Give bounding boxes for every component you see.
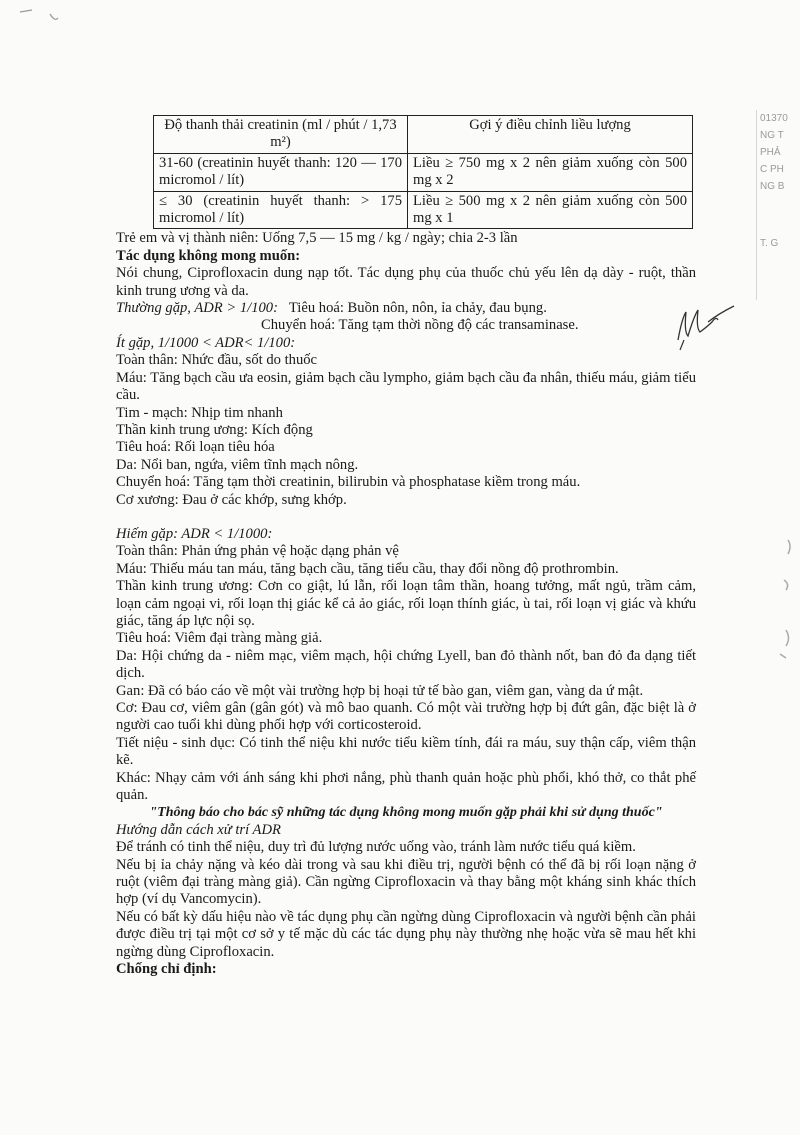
table-header-cell: Gợi ý điều chỉnh liều lượng (408, 116, 693, 154)
list-item: Cơ: Đau cơ, viêm gân (gân gót) và mô bao quanh. Có một vài trường hợp bị đứt gân, đặc biệt là ở người cao tuổi khi dùng phối hợp với corticosteroid. (116, 700, 696, 734)
list-item: Da: Nổi ban, ngứa, viêm tĩnh mạch nông. (116, 456, 359, 473)
list-item: Tiêu hoá: Rối loạn tiêu hóa (116, 439, 275, 456)
paragraph: Nếu có bất kỳ dấu hiệu nào về tác dụng phụ cần ngừng dùng Ciprofloxacin và người bệnh cần phải được điều trị tại một cơ sở y tế mặc dù các tác dụng phụ này thường nhẹ hoặc vừa sẽ mau hết khi ngừng dùng Ciprofloxacin. (116, 908, 696, 960)
guide-label: Hướng dẫn cách xử trí ADR (116, 821, 281, 838)
list-item: Da: Hội chứng da - niêm mạc, viêm mạch, hội chứng Lyell, ban đỏ thành nốt, ban đỏ đa dạng tiết dịch. (116, 647, 696, 682)
table-cell: 31-60 (creatinin huyết thanh: 120 — 170 micromol / lít) (154, 153, 408, 191)
list-item: Tiết niệu - sinh dục: Có tinh thể niệu khi nước tiểu kiềm tính, đái ra máu, suy thận cấp, viêm thận kẽ. (116, 734, 696, 769)
list-item: Toàn thân: Nhức đầu, sốt do thuốc (116, 352, 318, 369)
table-header-cell: Độ thanh thải creatinin (ml / phút / 1,73 m²) (154, 116, 408, 154)
stamp-text: NG B (760, 181, 785, 192)
table-row (154, 191, 693, 229)
list-item: Toàn thân: Phản ứng phản vệ hoặc dạng phản vệ (116, 543, 399, 560)
stamp-fragment (756, 110, 800, 300)
table-row (154, 153, 693, 191)
stamp-text: NG T (760, 130, 784, 141)
dosage-adjustment-table (153, 115, 693, 229)
frequency-label: Thường gặp, ADR > 1/100: (116, 300, 278, 317)
list-item: Gan: Đã có báo cáo về một vài trường hợp bị hoại tử tế bào gan, viêm gan, vàng da ứ mật. (116, 682, 644, 699)
list-item: Thần kinh trung ương: Kích động (116, 421, 313, 438)
scan-mark (770, 530, 800, 670)
stamp-text: PHẢ (760, 147, 781, 158)
list-item: Cơ xương: Đau ở các khớp, sưng khớp. (116, 491, 347, 508)
paragraph: Nói chung, Ciprofloxacin dung nạp tốt. Tác dụng phụ của thuốc chủ yếu lên dạ dày - ruột, thần kinh trung ương và da. (116, 265, 696, 299)
pediatric-dose: Trẻ em và vị thành niên: Uống 7,5 — 15 mg / kg / ngày; chia 2-3 lần (116, 230, 518, 247)
notice-text: "Thông báo cho bác sỹ những tác dụng không mong muốn gặp phải khi sử dụng thuốc" (149, 805, 663, 821)
stamp-text: 01370 (760, 113, 788, 124)
paragraph: Nếu bị ỉa chảy nặng và kéo dài trong và sau khi điều trị, người bệnh có thể đã bị rối loạn nặng ở ruột (viêm đại tràng màng giả). Cần ngừng Ciprofloxacin và thay bằng một kháng sinh khác thích hợp (ví dụ Vancomycin). (116, 856, 696, 908)
scan-mark (10, 0, 70, 30)
section-heading: Tác dụng không mong muốn: (116, 247, 301, 264)
table-cell: Liều ≥ 750 mg x 2 nên giảm xuống còn 500 mg x 2 (408, 153, 693, 191)
paragraph: Để tránh có tinh thể niệu, duy trì đủ lượng nước uống vào, tránh làm nước tiểu quá kiềm. (116, 839, 636, 856)
stamp-text: T. G (760, 238, 779, 249)
frequency-label: Ít gặp, 1/1000 < ADR< 1/100: (116, 334, 296, 351)
stamp-text: C PH (760, 164, 784, 175)
table-header-row (154, 116, 693, 154)
list-item: Thần kinh trung ương: Cơn co giật, lú lẫn, rối loạn tâm thần, hoang tưởng, mất ngủ, trầm cảm, loạn cảm ngoại vi, rối loạn thị giác kể cả ảo giác, rối loạn thính giác, ù tai, rối loạn vị giác và khứu giác, tăng áp lực nội sọ. (116, 578, 696, 629)
table-cell: ≤ 30 (creatinin huyết thanh: > 175 micromol / lít) (154, 191, 408, 229)
paragraph: Tiêu hoá: Buồn nôn, nôn, ỉa chảy, đau bụng. (288, 300, 547, 317)
table-cell: Liều ≥ 500 mg x 2 nên giảm xuống còn 500 mg x 1 (408, 191, 693, 229)
document-body (116, 115, 696, 979)
list-item: Tiêu hoá: Viêm đại tràng màng giả. (116, 630, 323, 647)
list-item: Tim - mạch: Nhịp tim nhanh (116, 404, 283, 421)
list-item: Khác: Nhạy cảm với ánh sáng khi phơi nắng, phù thanh quản hoặc phù phổi, khó thở, co thắt phế quản. (116, 769, 696, 804)
section-heading: Chống chỉ định: (116, 961, 217, 978)
list-item: Máu: Thiếu máu tan máu, tăng bạch cầu, tăng tiểu cầu, thay đổi nồng độ prothrombin. (116, 560, 619, 577)
frequency-label: Hiếm gặp: ADR < 1/1000: (116, 525, 273, 542)
paragraph: Chuyển hoá: Tăng tạm thời nồng độ các transaminase. (261, 317, 579, 334)
list-item: Chuyển hoá: Tăng tạm thời creatinin, bilirubin và phosphatase kiềm trong máu. (116, 474, 581, 491)
common-line (116, 300, 696, 317)
list-item: Máu: Tăng bạch cầu ưa eosin, giảm bạch cầu lympho, giảm bạch cầu đa nhân, thiếu máu, giảm tiểu cầu. (116, 369, 696, 404)
